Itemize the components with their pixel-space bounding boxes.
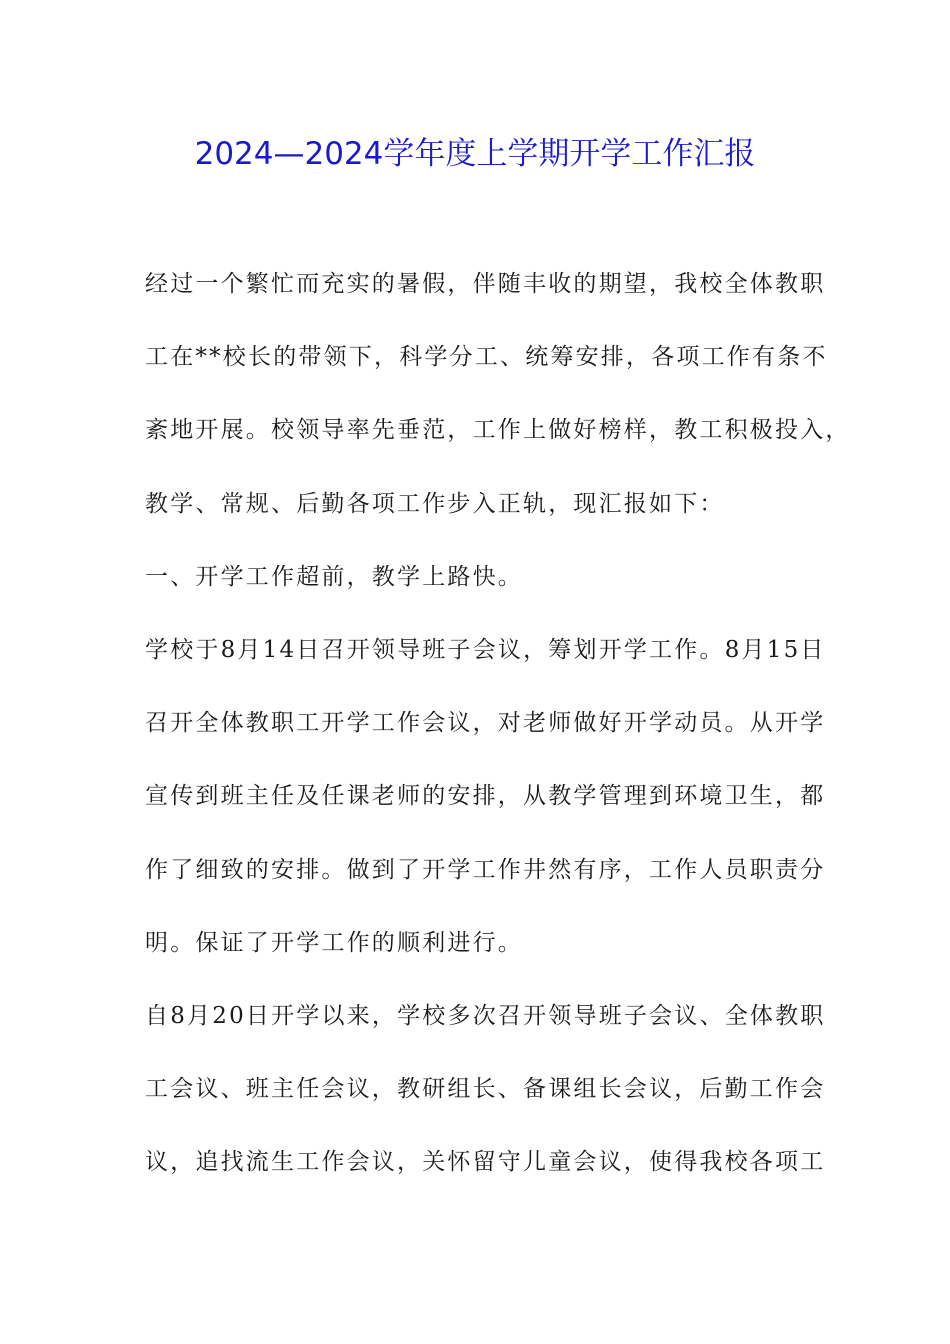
body-line: 召开全体教职工开学工作会议，对老师做好开学动员。从开学	[145, 710, 826, 737]
body-line: 自8月20日开学以来，学校多次召开领导班子会议、全体教职	[145, 1002, 826, 1029]
section-heading: 一、开学工作超前，教学上路快。	[145, 563, 523, 590]
body-line: 工会议、班主任会议，教研组长、备课组长会议，后勤工作会	[145, 1076, 826, 1103]
body-line: 工在**校长的带领下，科学分工、统筹安排，各项工作有条不	[145, 344, 828, 371]
body-line: 明。保证了开学工作的顺利进行。	[145, 929, 523, 956]
body-line: 紊地开展。校领导率先垂范，工作上做好榜样，教工积极投入，	[145, 417, 851, 444]
body-line: 教学、常规、后勤各项工作步入正轨，现汇报如下：	[145, 490, 725, 517]
body-line: 宣传到班主任及任课老师的安排，从教学管理到环境卫生，都	[145, 783, 826, 810]
body-line: 经过一个繁忙而充实的暑假，伴随丰收的期望，我校全体教职	[145, 271, 826, 297]
body-line: 议，追找流生工作会议，关怀留守儿童会议，使得我校各项工	[145, 1149, 826, 1176]
document-body	[145, 262, 851, 1213]
document-title: 2024—2024学年度上学期开学工作汇报	[194, 136, 756, 172]
body-line: 作了细致的安排。做到了开学工作井然有序，工作人员职责分	[145, 856, 826, 883]
body-line: 学校于8月14日召开领导班子会议，筹划开学工作。8月15日	[145, 636, 826, 663]
